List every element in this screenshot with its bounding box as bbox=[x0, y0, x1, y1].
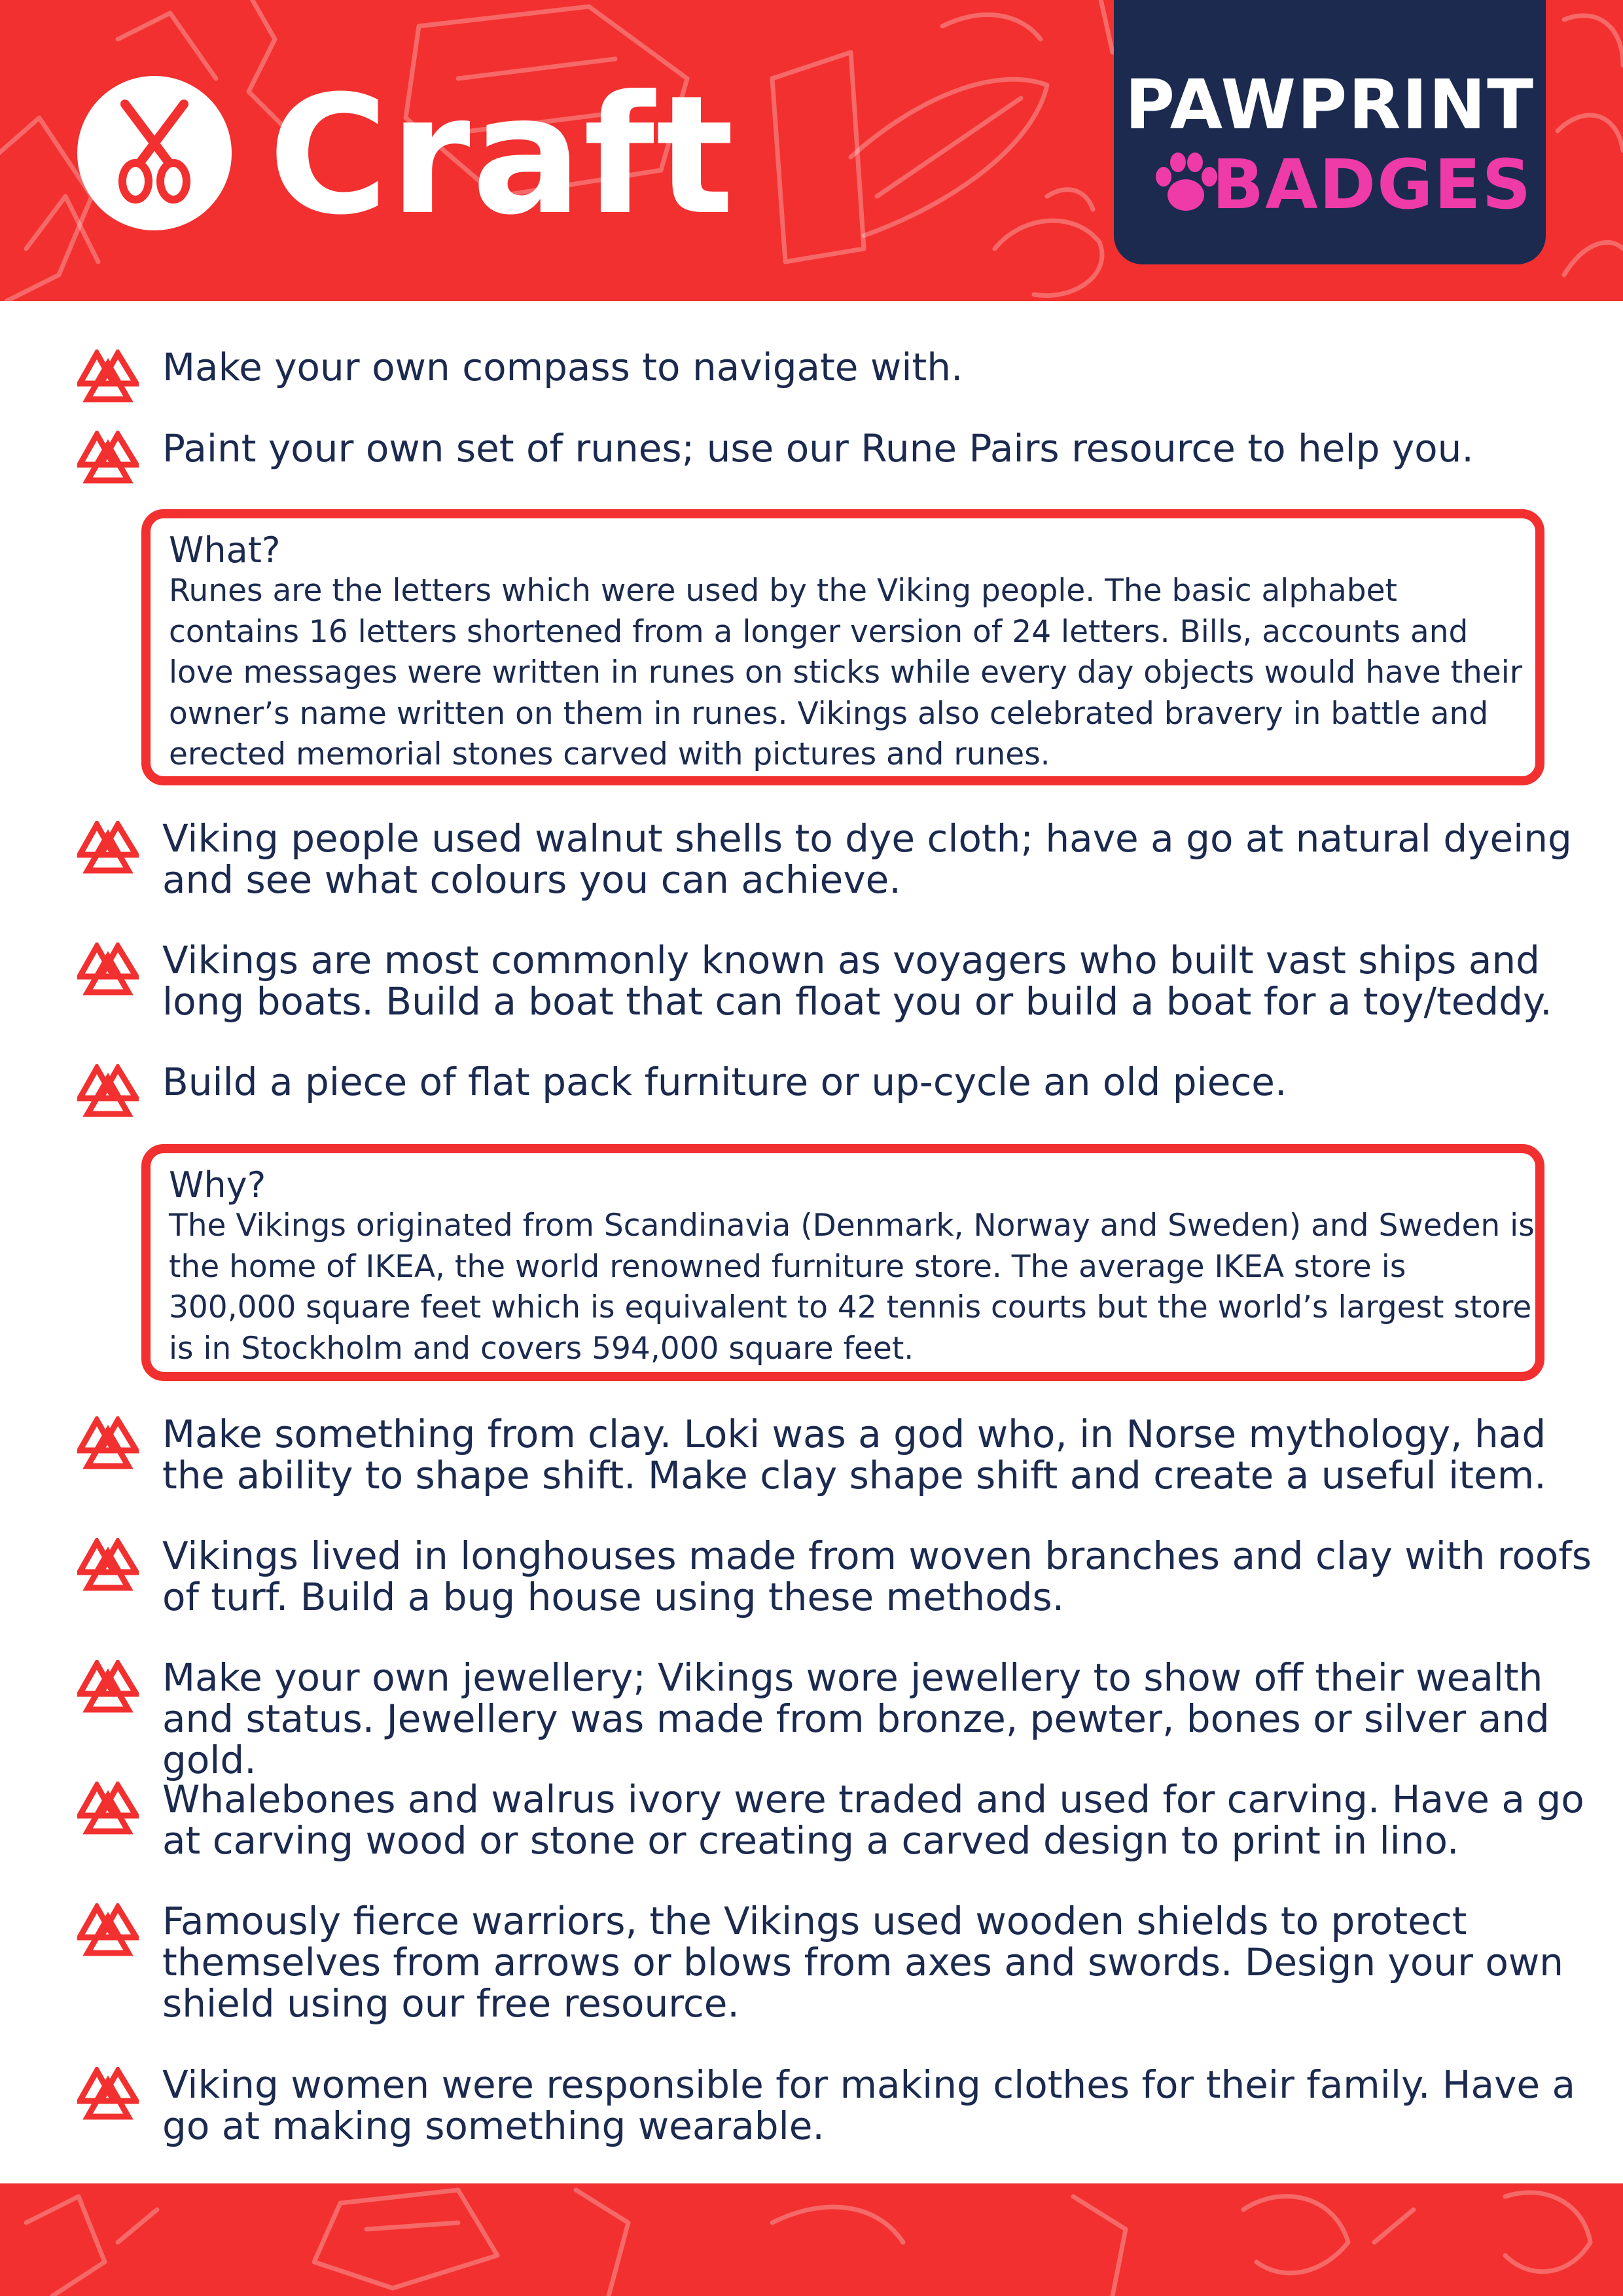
scissors-icon bbox=[77, 76, 232, 230]
list-item-text: Paint your own set of runes; use our Rune Pairs resource to help you. bbox=[162, 426, 1474, 471]
brand-logo bbox=[1114, 0, 1546, 264]
info-box-body: Runes are the letters which were used by the Viking people. The basic alphabet contains 16 letters shortened from a longer version of 24 letters. Bills, accounts and love messages were written in runes on sticks while every day objects would have their owner’s name written on them in runes. Vikings also celebrated bravery in battle and erected memorial stones carved with pictures and runes. bbox=[169, 573, 1523, 772]
list-item-text: Viking people used walnut shells to dye cloth; have a go at natural dyeing and see what colours you can achieve. bbox=[162, 816, 1572, 902]
valknut-icon bbox=[77, 1782, 139, 1835]
valknut-icon bbox=[77, 1903, 139, 1957]
info-box-body: The Vikings originated from Scandinavia (Denmark, Norway and Sweden) and Sweden is the home of IKEA, the world renowned furniture store. The average IKEA store is 300,000 square feet which is equivalent to 42 tennis courts but the world’s largest store is in Stockholm and covers 594,000 square feet. bbox=[169, 1208, 1535, 1367]
footer-doodle-pattern bbox=[0, 2183, 1623, 2296]
valknut-icon bbox=[77, 942, 139, 996]
info-box-heading: What? bbox=[169, 529, 281, 571]
valknut-icon bbox=[77, 350, 139, 403]
brand-name-line2: BADGES bbox=[1212, 145, 1533, 224]
page-title: Craft bbox=[268, 60, 736, 251]
info-box-heading: Why? bbox=[169, 1164, 266, 1206]
valknut-icon bbox=[77, 1538, 139, 1592]
info-box-what bbox=[141, 509, 1544, 785]
list-item-text: Build a piece of flat pack furniture or up-cycle an old piece. bbox=[162, 1060, 1287, 1104]
list-item-text: Vikings are most commonly known as voyagers who built vast ships and long boats. Build a boat that can float you or build a boat for a toy/teddy. bbox=[162, 938, 1552, 1024]
valknut-icon bbox=[77, 1660, 139, 1713]
valknut-icon bbox=[77, 821, 139, 874]
paw-icon bbox=[1152, 152, 1220, 217]
page-footer bbox=[0, 2183, 1623, 2296]
list-item-text: Make your own jewellery; Vikings wore jewellery to show off their wealth and status. Jewellery was made from bronze, pewter, bones or silver and gold. bbox=[162, 1655, 1550, 1782]
list-item-text: Viking women were responsible for making clothes for their family. Have a go at making something wearable. bbox=[162, 2062, 1576, 2148]
page-header bbox=[0, 0, 1623, 301]
valknut-icon bbox=[77, 1416, 139, 1470]
info-box-why bbox=[141, 1144, 1544, 1381]
list-item-text: Vikings lived in longhouses made from woven branches and clay with roofs of turf. Build a bug house using these methods. bbox=[162, 1534, 1592, 1619]
list-item-text: Famously fierce warriors, the Vikings used wooden shields to protect themselves from arrows or blows from axes and swords. Design your own shield using our free resource. bbox=[162, 1899, 1564, 2026]
list-item-text: Make your own compass to navigate with. bbox=[162, 345, 963, 389]
brand-name-line1: PAWPRINT bbox=[1124, 65, 1535, 145]
list-item-text: Whalebones and walrus ivory were traded and used for carving. Have a go at carving wood or stone or creating a carved design to print in lino. bbox=[162, 1777, 1584, 1863]
valknut-icon bbox=[77, 2067, 139, 2121]
list-item-text: Make something from clay. Loki was a god who, in Norse mythology, had the ability to shape shift. Make clay shape shift and create a useful item. bbox=[162, 1412, 1546, 1498]
valknut-icon bbox=[77, 431, 139, 484]
valknut-icon bbox=[77, 1064, 139, 1118]
